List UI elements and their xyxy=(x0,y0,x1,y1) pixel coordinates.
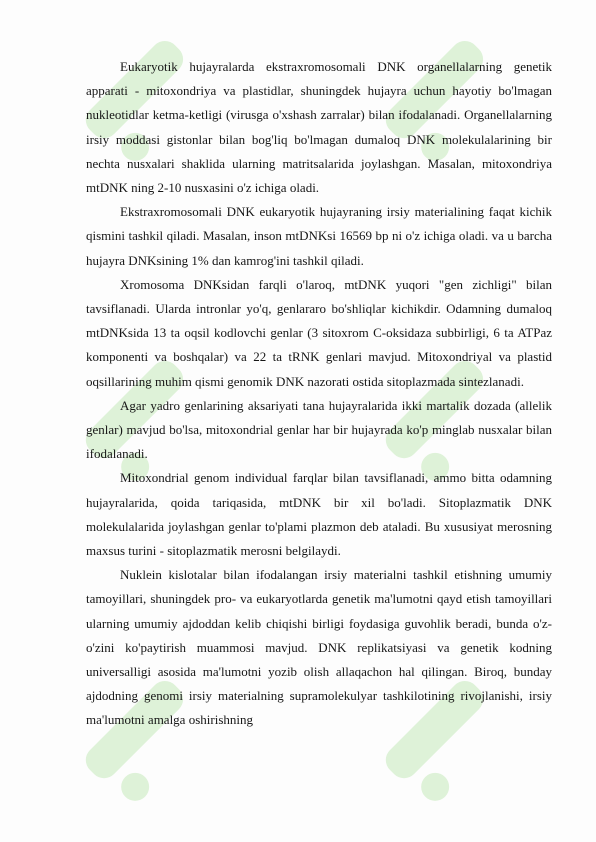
paragraph-2: Ekstraxromosomali DNK eukaryotik hujayraning irsiy materialining faqat kichik qismini tashkil qiladi. Masalan, inson mtDNKsi 16569 bp ni o'z ichiga oladi. va u barcha hujayra DNKsining 1% dan kamrog'ini tashkil qiladi. xyxy=(86,204,552,268)
paragraph-4: Agar yadro genlarining aksariyati tana hujayralarida ikki martalik dozada (allelik genlar) mavjud bo'lsa, mitoxondrial genlar har bir hujayrada ko'p minglab nusxalar bilan ifodalanadi. xyxy=(86,397,552,462)
paragraph-1: Eukaryotik hujayralarda ekstraxromosomali DNK organellalarning genetik apparati - mitoxondriya va plastidlar, shuningdek hujayra uchun hayotiy bo'lmagan nukleotidlar ketma-ketligi (virusga o'xshash zarralar) bilan ifodalanadi. Organellalarning irsiy moddasi gistonlar bilan bog'liq bo'lmagan dumaloq DNK molekulalarining bir nechta nusxalari shaklida ularning matritsalarida joylashgan. Masalan, mitoxondriya mtDNK ning 2-10 nusxasini o'z ichiga oladi. xyxy=(86,59,552,196)
paragraph-6: Nuklein kislotalar bilan ifodalangan irsiy materialni tashkil etishning umumiy tamoyillari, shuningdek pro- va eukaryotlarda genetik ma'lumotni qayd etish tamoyillari ularning umumiy ajdoddan kelib chiqishi birligi foydasiga guvohlik beradi, bunda o'z-o'zini ko'paytirish muammosi mavjud. DNK replikatsiyasi va genetik kodning universalligi asosida ma'lumotni yozib olish allaqachon hal qilingan. Biroq, bunday ajdodning genomi irsiy materialning supramolekulyar tashkilotining rivojlanishi, irsiy ma'lumotni amalga oshirishning xyxy=(86,567,552,728)
body-text xyxy=(86,55,552,733)
paragraph-3: Xromosoma DNKsidan farqli o'laroq, mtDNK yuqori "gen zichligi" bilan tavsiflanadi. Ularda intronlar yo'q, genlararo bo'shliqlar kichikdir. Odamning dumaloq mtDNKsida 13 ta oqsil kodlovchi genlar (3 sitoxrom C-oksidaza subbirligi, 6 ta ATPaz komponenti va boshqalar) va 22 ta tRNK genlari mavjud. Mitoxondriyal va plastid oqsillarining muhim qismi genomik DNK nazorati ostida sitoplazmada sintezlanadi. xyxy=(86,276,552,389)
paragraph-5: Mitoxondrial genom individual farqlar bilan tavsiflanadi, ammo bitta odamning hujayralarida, qoida tariqasida, mtDNK bir xil bo'ladi. Sitoplazmatik DNK molekulalarida joylashgan genlar to'plami plazmon deb ataladi. Bu xususiyat merosning maxsus turini - sitoplazmatik merosni belgilaydi. xyxy=(86,470,552,559)
